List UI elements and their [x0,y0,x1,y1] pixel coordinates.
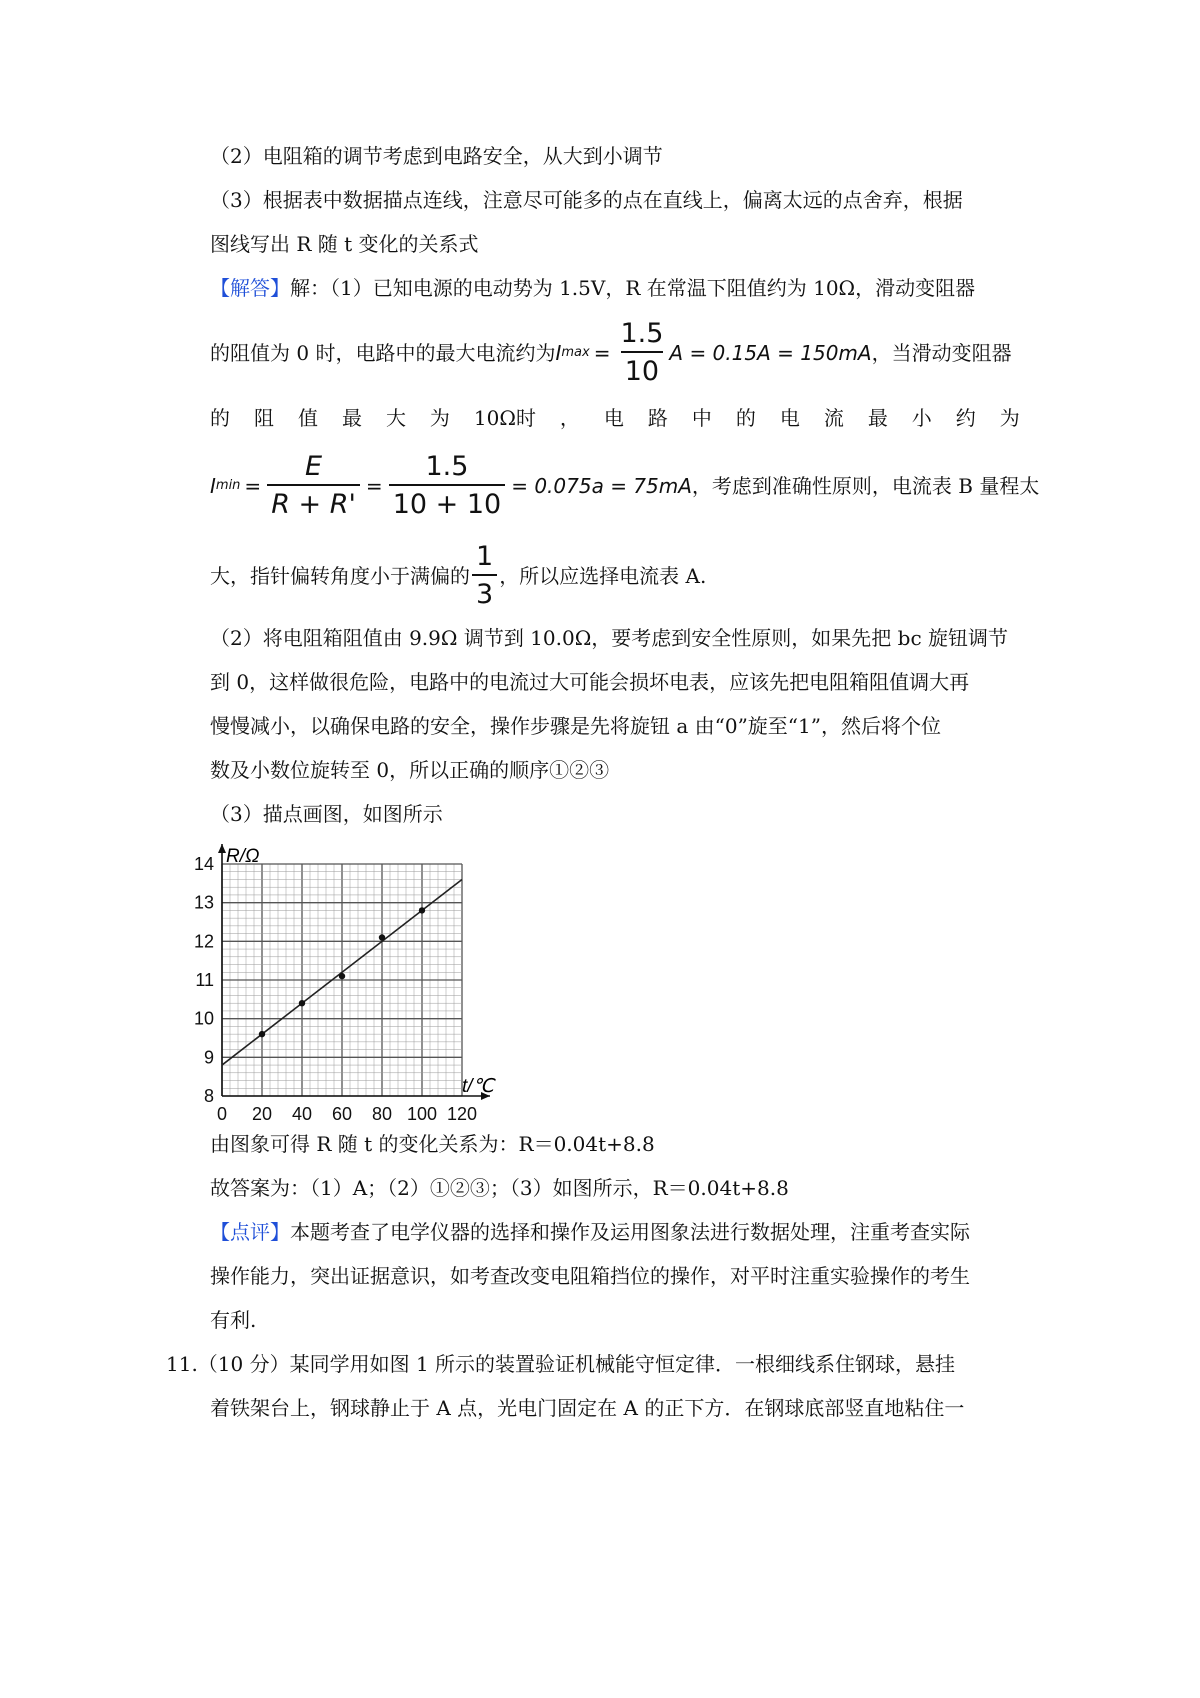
text-line-9: （2）将电阻箱阻值由 9.9Ω 调节到 10.0Ω，要考虑到安全性原则，如果先把 bc 旋钮调节 [210,626,1009,650]
resistance-temperature-chart [193,842,530,1127]
text-line-11: 慢慢减小，以确保电路的安全，操作步骤是先将旋钮 a 由“0”旋至“1”，然后将个位 [210,714,941,738]
fraction-denominator: R + R' [267,484,360,522]
word: 为 [429,406,450,430]
fraction-1-5-over-10 [616,317,667,389]
answer-intro-line [210,274,975,302]
x-tick-label: 20 [251,1104,273,1124]
fraction-numerator: 1.5 [425,451,469,482]
deflection-text: 大，指针偏转角度小于满偏的 [210,564,470,588]
y-tick-label: 11 [195,970,214,990]
max-current-tail: ，当滑动变阻器 [871,341,1012,365]
data-point [299,1000,305,1006]
text-line-13: （3）描点画图，如图所示 [210,802,443,826]
equals-sign: = [365,474,383,498]
chart-ticks [194,854,477,1124]
word: 中 [691,406,712,430]
answer-intro-text: 解：（1）已知电源的电动势为 1.5V，R 在常温下阻值约为 10Ω，滑动变阻器 [290,276,976,300]
text-line-12: 数及小数位旋转至 0，所以正确的顺序①②③ [210,758,610,782]
fraction-denominator: 10 [621,351,663,389]
fraction-numerator: 1 [476,541,494,572]
x-tick-label: 0 [216,1104,228,1124]
x-axis-label: t/℃ [462,1076,494,1097]
equals-sign: = [244,474,262,498]
text-line-3: 图线写出 R 随 t 变化的关系式 [210,232,479,256]
data-point [379,934,385,940]
fraction-denominator: 10 + 10 [389,484,506,522]
word: 电 [779,406,800,430]
symbol-i: I [210,474,216,498]
question-11-line-1: 11.（10 分）某同学用如图 1 所示的装置验证机械能守恒定律．一根细线系住钢球，悬挂 [166,1352,956,1376]
deflection-line [210,536,706,616]
max-current-text: 的阻值为 0 时，电路中的最大电流约为 [210,341,556,365]
comment-tag: 【点评】 [210,1220,290,1244]
y-axis-label: R/Ω [226,846,260,867]
chart-axes [218,844,490,1100]
text-line-18: 有利. [210,1308,257,1332]
fraction-1-5-over-20 [389,450,506,522]
fraction-numerator: 1.5 [620,318,664,349]
word: 大 [385,406,406,430]
min-current-line [210,446,1039,526]
data-point [339,973,345,979]
word: 最 [867,406,888,430]
max-current-line [210,318,1012,388]
word: ， [559,406,580,430]
word: 为 [999,406,1020,430]
fraction-e-over-r [267,450,360,522]
justified-line [210,404,1020,432]
y-axis-arrow [218,844,226,853]
text-line-1: （2）电阻箱的调节考虑到电路安全，从大到小调节 [210,144,663,168]
word: 值 [297,406,318,430]
equals-sign: = [593,341,611,365]
word: 10Ω时 [473,406,536,430]
symbol-i: I [555,341,562,365]
max-current-value: A = 0.15A = 150mA [669,341,872,365]
fraction-one-third [472,540,497,612]
word: 最 [341,406,362,430]
deflection-tail: ，所以应选择电流表 A. [499,564,707,588]
y-tick-label: 10 [193,1008,214,1029]
word: 流 [823,406,844,430]
x-tick-label: 120 [446,1104,478,1124]
text-line-14: 由图象可得 R 随 t 的变化关系为：R＝0.04t+8.8 [210,1132,655,1156]
word: 小 [911,406,932,430]
min-current-value: = 0.075a = 75mA [511,474,692,498]
word: 的 [210,406,230,430]
comment-line [210,1218,970,1246]
y-tick-label: 12 [193,931,214,952]
min-current-tail: ，考虑到准确性原则，电流表 B 量程太 [691,474,1040,498]
y-tick-label: 13 [193,892,214,913]
x-tick-label: 100 [406,1104,438,1124]
fraction-denominator: 3 [472,574,497,612]
subscript-max: max [561,345,590,360]
comment-text: 本题考查了电学仪器的选择和操作及运用图象法进行数据处理，注重考查实际 [290,1220,970,1244]
y-tick-label: 14 [193,854,214,874]
word: 的 [735,406,756,430]
y-tick-label: 8 [203,1086,214,1106]
word: 阻 [253,406,274,430]
word: 路 [647,406,668,430]
word: 电 [603,406,624,430]
x-tick-label: 60 [331,1104,353,1124]
subscript-min: min [215,478,241,493]
text-line-15: 故答案为：（1）A；（2）①②③；（3）如图所示，R＝0.04t+8.8 [210,1176,789,1200]
y-tick-label: 9 [203,1047,214,1068]
data-point [419,907,425,913]
chart-grid [222,864,462,1096]
question-11-line-2: 着铁架台上，钢球静止于 A 点，光电门固定在 A 的正下方．在钢球底部竖直地粘住一 [210,1396,965,1420]
text-line-2: （3）根据表中数据描点连线，注意尽可能多的点在直线上，偏离太远的点舍弃，根据 [210,188,963,212]
fraction-numerator: E [305,451,323,482]
text-line-10: 到 0，这样做很危险，电路中的电流过大可能会损坏电表，应该先把电阻箱阻值调大再 [210,670,970,694]
word: 约 [955,406,976,430]
data-point [259,1031,265,1037]
text-line-17: 操作能力，突出证据意识，如考查改变电阻箱挡位的操作，对平时注重实验操作的考生 [210,1264,970,1288]
x-tick-label: 80 [371,1104,393,1124]
x-tick-label: 40 [291,1104,313,1124]
answer-tag: 【解答】 [210,276,290,300]
